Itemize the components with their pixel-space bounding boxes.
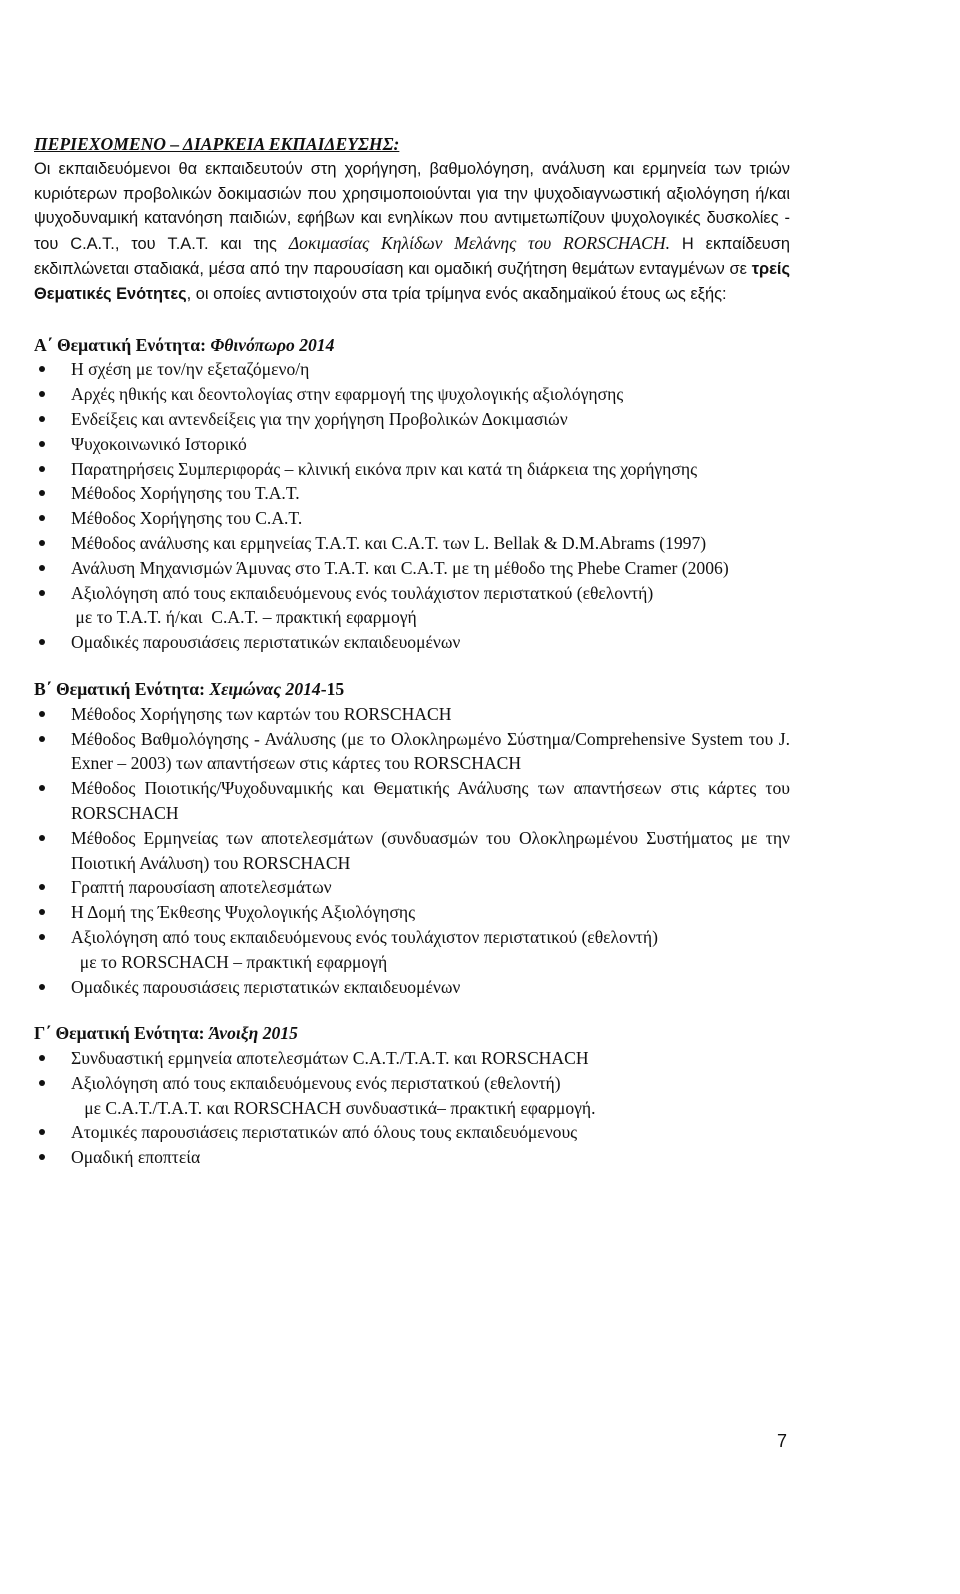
list-item-text: Αρχές ηθικής και δεοντολογίας στην εφαρμογή της ψυχολογικής αξιολόγησης bbox=[71, 384, 624, 405]
list-item-text: Ψυχοκοινωνικό Ιστορικό bbox=[71, 433, 247, 454]
bullet-icon bbox=[39, 1129, 45, 1135]
list-item bbox=[34, 925, 790, 975]
list-item-continuation: με C.A.T./T.A.T. και RORSCHACH συνδυαστικά– πρακτική εφαρμογή. bbox=[71, 1097, 596, 1118]
bullet-icon bbox=[39, 565, 45, 571]
list-item-text: Μέθοδος ανάλυσης και ερμηνείας Τ.Α.Τ. και C.A.T. των L. Bellak & D.M.Abrams (1997) bbox=[71, 532, 707, 553]
list-item bbox=[34, 1145, 790, 1170]
list-item bbox=[34, 1120, 790, 1145]
bullet-icon bbox=[39, 1154, 45, 1160]
section-topic-list bbox=[34, 357, 790, 655]
bullet-icon bbox=[39, 416, 45, 422]
list-item-text: Ενδείξεις και αντενδείξεις για την χορήγηση Προβολικών Δοκιμασιών bbox=[71, 408, 568, 429]
list-item bbox=[34, 382, 790, 407]
thematic-sections bbox=[34, 333, 790, 1171]
list-item bbox=[34, 506, 790, 531]
list-item bbox=[34, 357, 790, 382]
bullet-icon bbox=[39, 909, 45, 915]
rorschach-test-name: Δοκιμασίας Κηλίδων Μελάνης του RORSCHACH bbox=[288, 233, 666, 254]
list-item bbox=[34, 407, 790, 432]
bullet-icon bbox=[39, 736, 45, 742]
thematic-section bbox=[34, 677, 790, 999]
bullet-icon bbox=[39, 1055, 45, 1061]
bullet-icon bbox=[39, 466, 45, 472]
section-season-suffix: -15 bbox=[320, 678, 345, 699]
list-item-text: Ομαδική εποπτεία bbox=[71, 1147, 201, 1168]
list-item-text: Συνδυαστική ερμηνεία αποτελεσμάτων C.A.T./T.A.T. και RORSCHACH bbox=[71, 1048, 589, 1069]
list-item-text: Μέθοδος Ερμηνείας των αποτελεσμάτων (συνδυασμών του Ολοκληρωμένου Συστήματος με την Ποιοτική Ανάλυση) του RORSCHACH bbox=[71, 827, 790, 873]
section-title bbox=[34, 1021, 790, 1046]
list-item bbox=[34, 556, 790, 581]
bullet-icon bbox=[39, 590, 45, 596]
list-item bbox=[34, 776, 790, 826]
list-item-continuation: με το Τ.Α.Τ. ή/και C.A.T. – πρακτική εφαρμογή bbox=[71, 607, 417, 628]
section-season: Φθινόπωρο 2014 bbox=[210, 334, 335, 355]
section-topic-list bbox=[34, 1046, 790, 1170]
bullet-icon bbox=[39, 884, 45, 890]
list-item bbox=[34, 481, 790, 506]
list-item bbox=[34, 581, 790, 631]
list-item-text: Αξιολόγηση από τους εκπαιδευόμενους ενός περιστατκού (εθελοντή) bbox=[71, 1072, 561, 1093]
list-item-text: Ομαδικές παρουσιάσεις περιστατικών εκπαιδευομένων bbox=[71, 632, 461, 653]
page-content bbox=[34, 132, 790, 1170]
list-item-text: Η σχέση με τον/ην εξεταζόμενο/η bbox=[71, 359, 310, 380]
list-item bbox=[34, 531, 790, 556]
list-item bbox=[34, 1071, 790, 1121]
list-item bbox=[34, 900, 790, 925]
content-duration-heading: ΠΕΡΙΕΧΟΜΕΝΟ – ΔΙΑΡΚΕΙΑ ΕΚΠΑΙΔΕΥΣΗΣ: bbox=[34, 134, 400, 154]
list-item bbox=[34, 457, 790, 482]
list-item bbox=[34, 432, 790, 457]
bullet-icon bbox=[39, 835, 45, 841]
list-item bbox=[34, 975, 790, 1000]
intro-text-2: Η εκπαίδευση εκδιπλώνεται σταδιακά, μέσα από την παρουσίαση και ομαδική συζήτηση θεμάτων ενταγμένων σε bbox=[34, 235, 790, 278]
bullet-icon bbox=[39, 441, 45, 447]
bullet-icon bbox=[39, 540, 45, 546]
three-units-emphasis: τρείς Θεματικές Ενότητες bbox=[34, 259, 790, 303]
section-title-label: Γ΄ Θεματική Ενότητα: bbox=[34, 1023, 209, 1044]
list-item-text: Γραπτή παρουσίαση αποτελεσμάτων bbox=[71, 877, 332, 898]
section-topic-list bbox=[34, 702, 790, 1000]
list-item-text: Μέθοδος Ποιοτικής/Ψυχοδυναμικής και Θεματικής Ανάλυσης των απαντήσεων στις κάρτες του RORSCHACH bbox=[71, 778, 790, 823]
section-title bbox=[34, 677, 790, 702]
intro-paragraph bbox=[34, 157, 790, 307]
section-season: Άνοιξη 2015 bbox=[208, 1023, 298, 1044]
list-item bbox=[34, 826, 790, 876]
intro-period: . bbox=[665, 233, 671, 254]
bullet-icon bbox=[39, 984, 45, 990]
thematic-section bbox=[34, 1021, 790, 1170]
list-item-text: Ομαδικές παρουσιάσεις περιστατικών εκπαιδευομένων bbox=[71, 976, 461, 997]
list-item-text: Παρατηρήσεις Συμπεριφοράς – κλινική εικόνα πριν και κατά τη διάρκεια της χορήγησης bbox=[71, 458, 698, 479]
list-item bbox=[34, 727, 790, 777]
list-item-text: Μέθοδος Βαθμολόγησης - Ανάλυσης (με το Ολοκληρωμένο Σύστημα/Comprehensive System του J. Exner – 2003) των απαντήσεων στις κάρτες του RORSCHACH bbox=[71, 728, 790, 774]
bullet-icon bbox=[39, 515, 45, 521]
list-item-text: Αξιολόγηση από τους εκπαιδευόμενους ενός τουλάχιστον περιστατκού (εθελοντή) bbox=[71, 582, 654, 603]
page-number: 7 bbox=[777, 1431, 788, 1451]
bullet-icon bbox=[39, 934, 45, 940]
bullet-icon bbox=[39, 391, 45, 397]
list-item-text: Ατομικές παρουσιάσεις περιστατικών από όλους τους εκπαιδευόμενους bbox=[71, 1122, 578, 1143]
list-item bbox=[34, 1046, 790, 1071]
list-item-text: Μέθοδος Χορήγησης του Τ.Α.Τ. bbox=[71, 483, 300, 504]
bullet-icon bbox=[39, 639, 45, 645]
intro-text: Οι εκπαιδευόμενοι θα εκπαιδευτούν στη χορήγηση, βαθμολόγηση, ανάλυση και ερμηνεία των τριών κυριότερων προβολικών δοκιμασιών που χρησιμοποιούνται για την ψυχοδιαγνωστική αξιολόγηση ή/και ψυχοδυναμική κατανόηση παιδιών, εφήβων και ενηλίκων που αντιμετωπίζουν ψυχολογικές δυσκολίες - του C.A.T., του T.A.T. και της bbox=[34, 159, 790, 254]
list-item-text: Η Δομή της Έκθεσης Ψυχολογικής Αξιολόγησης bbox=[71, 902, 416, 923]
list-item bbox=[34, 875, 790, 900]
section-title-label: Β΄ Θεματική Ενότητα: bbox=[34, 678, 210, 699]
list-item-text: Μέθοδος Χορήγησης των καρτών του RORSCHACH bbox=[71, 703, 452, 724]
bullet-icon bbox=[39, 490, 45, 496]
list-item bbox=[34, 702, 790, 727]
thematic-section bbox=[34, 333, 790, 655]
list-item-text: Μέθοδος Χορήγησης του C.A.T. bbox=[71, 508, 303, 529]
intro-text-3: , οι οποίες αντιστοιχούν στα τρία τρίμηνα ενός ακαδημαϊκού έτους ως εξής: bbox=[186, 284, 727, 303]
list-item bbox=[34, 630, 790, 655]
bullet-icon bbox=[39, 711, 45, 717]
list-item-text: Αξιολόγηση από τους εκπαιδευόμενους ενός τουλάχιστον περιστατικού (εθελοντή) bbox=[71, 926, 658, 947]
bullet-icon bbox=[39, 785, 45, 791]
bullet-icon bbox=[39, 366, 45, 372]
list-item-text: Ανάλυση Μηχανισμών Άμυνας στο Τ.Α.Τ. και C.A.T. με τη μέθοδο της Phebe Cramer (2006) bbox=[71, 557, 729, 578]
section-season: Χειμώνας 2014 bbox=[209, 678, 321, 699]
section-title bbox=[34, 333, 790, 358]
section-title-label: Α΄ Θεματική Ενότητα: bbox=[34, 334, 211, 355]
list-item-continuation: με το RORSCHACH – πρακτική εφαρμογή bbox=[71, 951, 388, 972]
bullet-icon bbox=[39, 1080, 45, 1086]
